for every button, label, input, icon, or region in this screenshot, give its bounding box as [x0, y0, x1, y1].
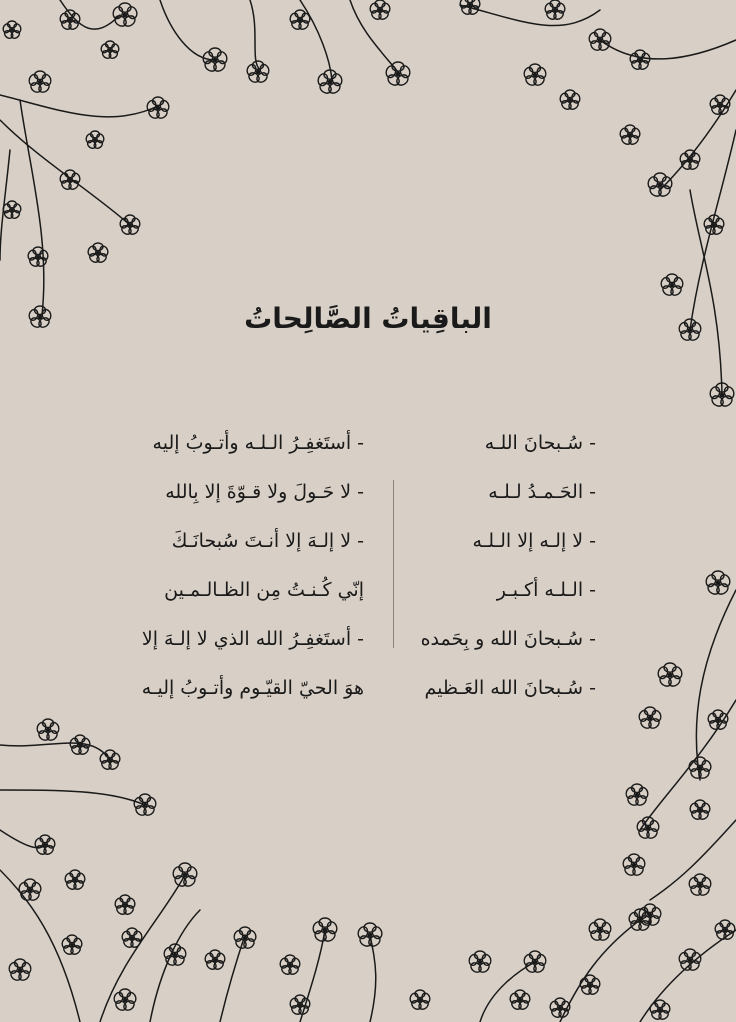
flower-icon: [678, 949, 702, 972]
dhikr-line: - الحَـمـدُ لـلـه: [488, 481, 596, 503]
flower-icon: [688, 874, 712, 897]
dhikr-line: - أستَغفِـرُ الـلـه وأتـوبُ إليه: [152, 432, 364, 454]
flower-icon: [146, 97, 170, 120]
branch-stem: [20, 100, 44, 315]
flower-icon: [246, 61, 270, 84]
column-divider: [393, 480, 394, 648]
flower-icon: [87, 243, 109, 264]
branch-stem: [600, 40, 736, 59]
dhikr-line: - سُـبحانَ الله العَـظيم: [424, 677, 596, 699]
flower-icon: [523, 951, 547, 974]
branch-stem: [460, 5, 600, 26]
dhikr-line: - لا حَـولَ ولا قـوّةَ إلا بِالله: [165, 481, 364, 503]
flower-icon: [409, 990, 431, 1011]
branch-stem: [250, 0, 260, 70]
flower-icon: [638, 707, 662, 730]
branch-stem: [0, 743, 110, 760]
flower-icon: [28, 71, 52, 94]
flower-icon: [369, 0, 391, 21]
flower-icon: [233, 927, 257, 950]
dhikr-line: إنّي كُـنـتُ مِن الظـالـمـين: [164, 579, 364, 601]
flower-icon: [549, 998, 571, 1019]
dhikr-line: - أستَغفِـرُ الله الذي لا إلـهَ إلا: [141, 628, 364, 650]
flower-icon: [636, 817, 660, 840]
flower-icon: [114, 895, 136, 916]
flower-icon: [649, 1000, 671, 1021]
flower-icon: [619, 125, 641, 146]
branch-stem: [160, 0, 215, 60]
flower-icon: [100, 41, 120, 60]
dhikr-line: هوَ الحيّ القيّـوم وأتـوبُ إليـه: [141, 677, 364, 699]
flower-icon: [709, 95, 731, 116]
flower-icon: [588, 29, 612, 52]
flower-icon: [312, 918, 339, 943]
flower-icon: [64, 870, 86, 891]
dhikr-line: - الـلـه أكـبـر: [496, 579, 596, 601]
branch-stem: [0, 95, 160, 117]
flower-icon: [99, 750, 121, 771]
flower-icon: [357, 923, 384, 948]
flower-icon: [588, 919, 612, 942]
flower-icon: [202, 48, 229, 73]
branch-stem: [0, 790, 145, 805]
page-title: الباقِياتُ الصَّالِحاتُ: [244, 302, 492, 335]
flower-icon: [112, 3, 139, 28]
flower-icon: [18, 879, 42, 902]
flower-icon: [660, 274, 684, 297]
flower-icon: [36, 719, 60, 742]
branch-stem: [150, 910, 200, 1022]
flower-icon: [468, 951, 492, 974]
flower-icon: [544, 0, 566, 21]
flower-icon: [625, 784, 649, 807]
flower-icon: [8, 959, 32, 982]
flower-icon: [688, 757, 712, 780]
flower-icon: [385, 62, 412, 87]
flower-icon: [714, 920, 736, 941]
branch-stem: [370, 935, 376, 1022]
flower-icon: [133, 794, 157, 817]
flower-icon: [85, 131, 105, 150]
flower-icon: [559, 90, 581, 111]
flower-icon: [27, 247, 49, 268]
flower-icon: [707, 710, 729, 731]
dhikr-line: - لا إلـهَ إلا أنـتَ سُبحانَـكَ: [171, 530, 364, 552]
flower-icon: [509, 990, 531, 1011]
dhikr-line: - لا إلـه إلا الـلـه: [472, 530, 596, 552]
flower-icon: [2, 21, 22, 40]
flower-icon: [705, 571, 732, 596]
branch-stem: [480, 962, 535, 1022]
flower-icon: [657, 663, 684, 688]
flower-icon: [647, 173, 674, 198]
dhikr-column-left: [114, 428, 364, 722]
flower-icon: [34, 835, 56, 856]
flower-icon: [317, 70, 344, 95]
flower-icon: [121, 928, 143, 949]
flower-icon: [523, 64, 547, 87]
flower-icon: [113, 989, 137, 1012]
branch-stem: [560, 920, 640, 1022]
flower-icon: [204, 950, 226, 971]
flower-icon: [679, 150, 701, 171]
flower-icon: [689, 800, 711, 821]
flower-icon: [279, 955, 301, 976]
flower-icon: [622, 854, 646, 877]
flower-icon: [459, 0, 481, 16]
dhikr-line: - سُـبحانَ اللـه: [484, 432, 596, 454]
flower-icon: [2, 201, 22, 220]
branch-stem: [690, 190, 722, 395]
dhikr-line: - سُـبحانَ الله و بِحَمده: [420, 628, 596, 650]
flower-icon: [172, 863, 199, 888]
flower-icon: [579, 975, 601, 996]
flower-icon: [629, 50, 651, 71]
flower-icon: [61, 935, 83, 956]
branch-stem: [640, 930, 736, 1022]
branch-stem: [696, 590, 736, 780]
flower-icon: [69, 735, 91, 756]
branch-stem: [300, 930, 325, 1022]
dhikr-column-right: [416, 428, 596, 722]
